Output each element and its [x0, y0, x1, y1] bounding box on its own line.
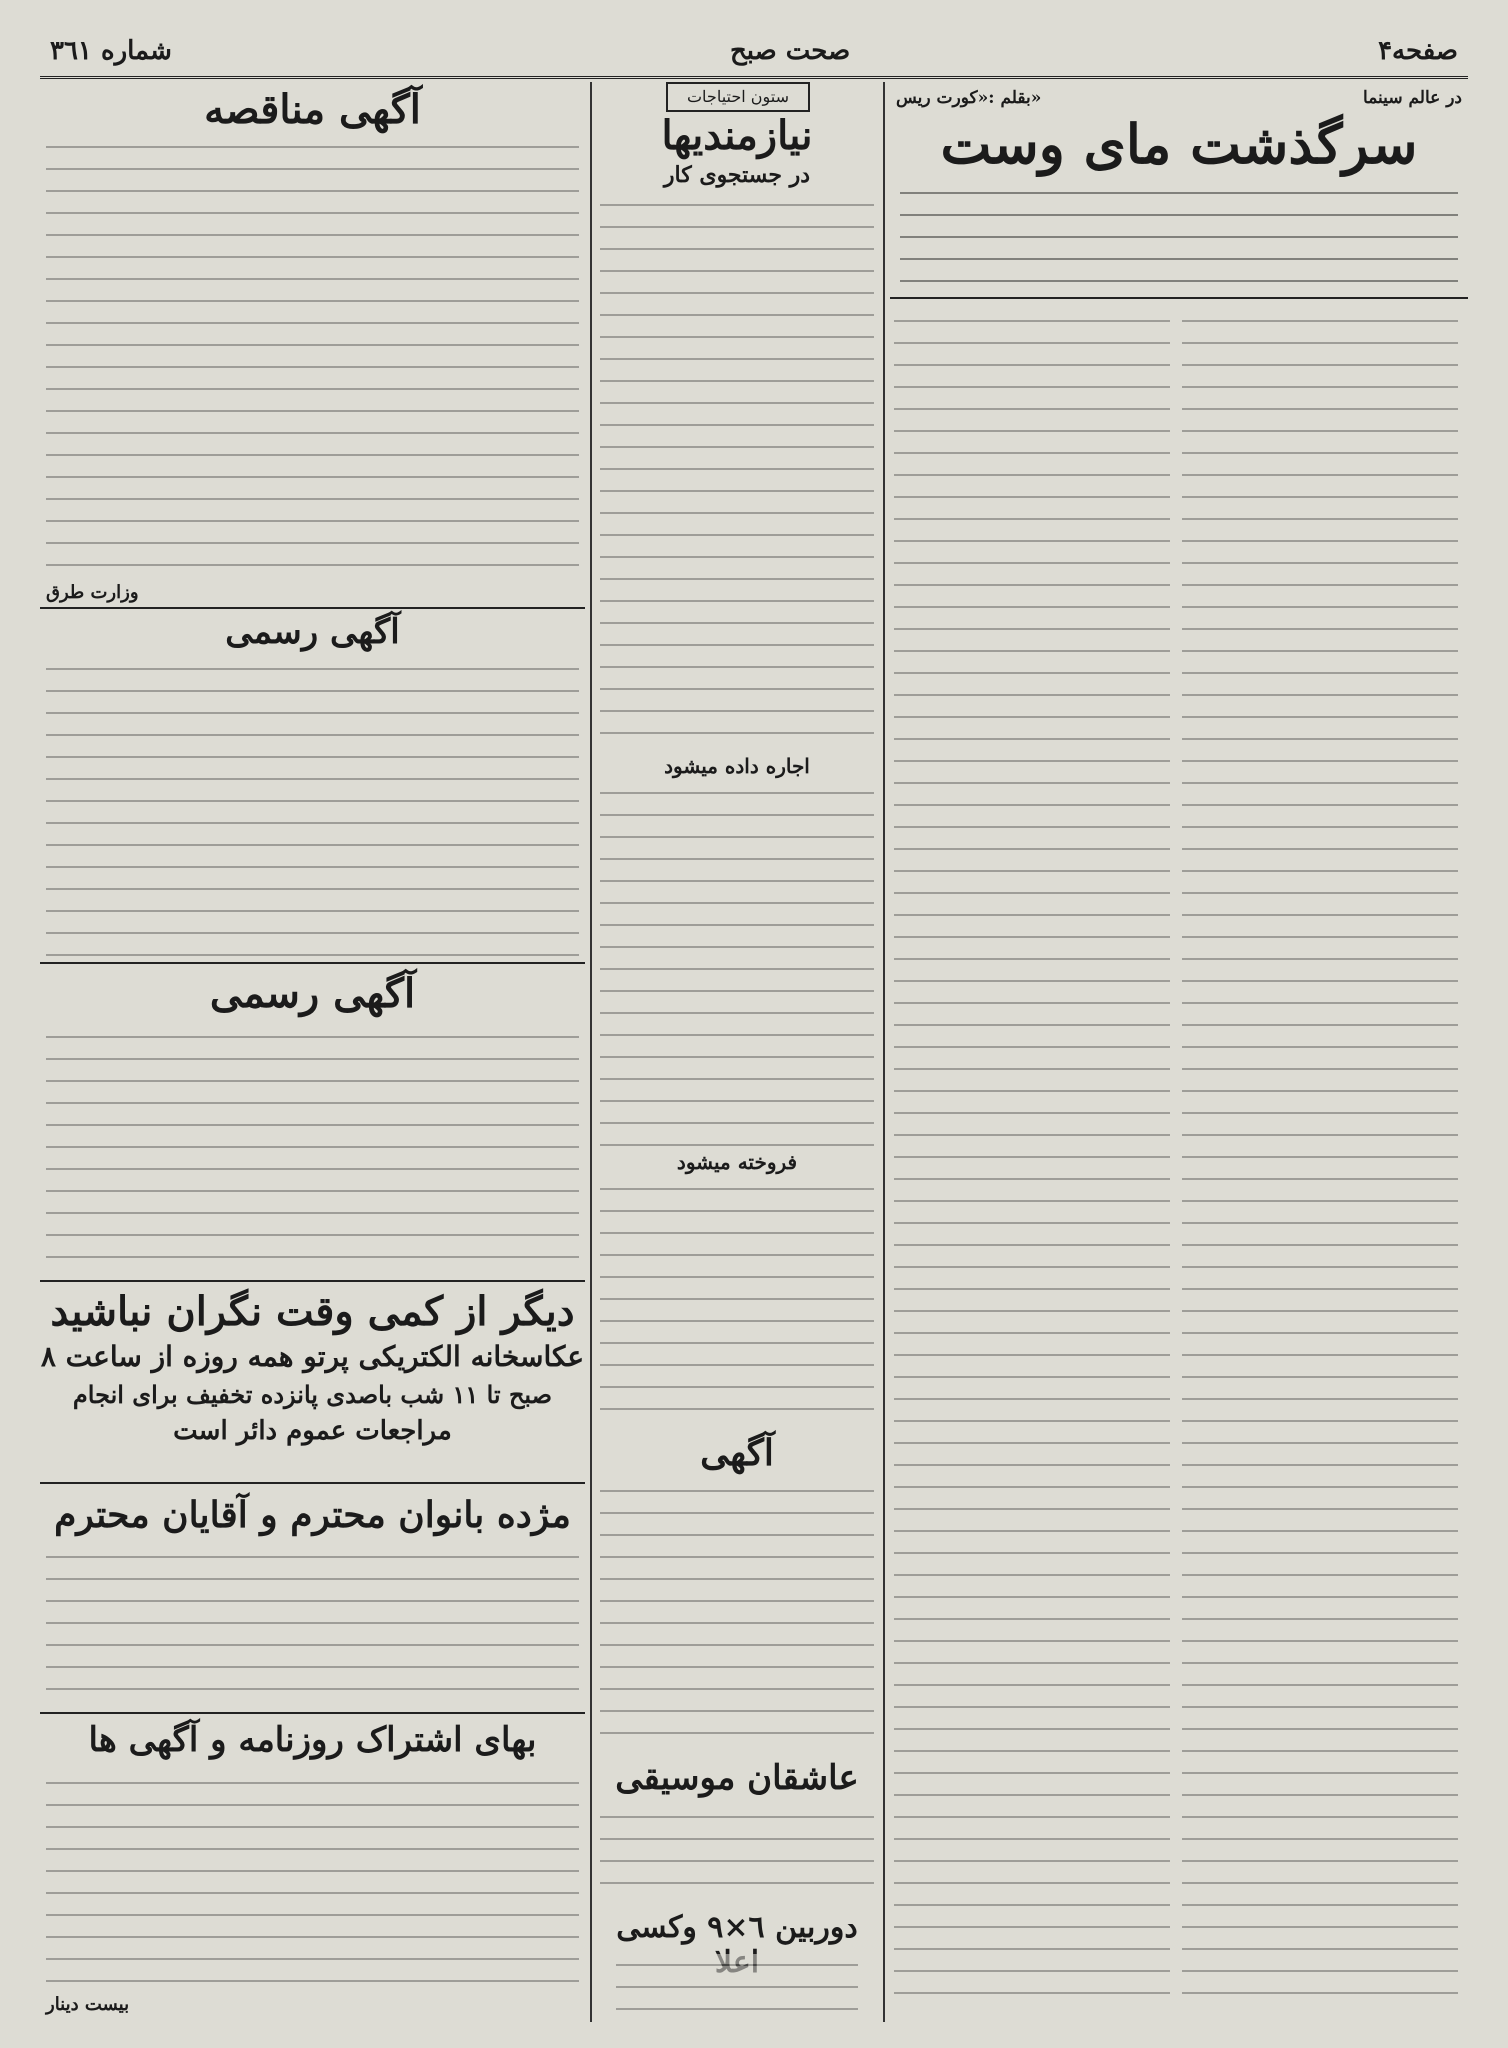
music-heading: عاشقان موسیقی: [615, 1758, 859, 1798]
divider-5: [40, 1712, 585, 1714]
author-byline: بقلم :«کورت ریس»: [896, 88, 1042, 108]
camera-ad-body: [616, 1954, 858, 2014]
divider-1: [40, 607, 585, 609]
article-title: سرگذشت مای وست: [940, 112, 1418, 176]
sale-listings: [600, 1178, 874, 1428]
classifieds-subtitle: در جستجوی کار: [663, 162, 811, 188]
column-divider-left: [590, 82, 592, 2022]
page-number: صفحه۴: [1378, 36, 1458, 66]
official-notice-1-heading: آگهی رسمی: [225, 612, 400, 652]
studio-ad-headline: دیگر از کمی وقت نگران نباشید: [50, 1288, 575, 1335]
column-divider-right: [883, 82, 885, 2022]
tender-body: [46, 136, 579, 586]
lead-divider: [890, 297, 1468, 299]
rent-listings: [600, 782, 874, 1152]
official-notice-1-body: [46, 658, 579, 958]
studio-ad-line-2: عکاسخانه الکتریکی پرتو همه روزه از ساعت ۸: [40, 1340, 585, 1373]
subscription-rates: [46, 1772, 579, 1992]
issue-number: شماره ۳٦١: [50, 36, 172, 66]
article-body-left: [894, 310, 1170, 2010]
divider-4: [40, 1482, 585, 1484]
ladies-ad-body: [46, 1546, 579, 1706]
article-body-right: [1182, 310, 1458, 2010]
studio-ad-line-3: صبح تا ۱۱ شب باصدی پانزده تخفیف برای انجام: [72, 1380, 553, 1409]
official-notice-2-body: [46, 1026, 579, 1276]
official-notice-2-heading: آگهی رسمی: [209, 970, 416, 1017]
middle-column: [596, 82, 878, 2022]
sale-heading: فروخته میشود: [676, 1150, 798, 1174]
left-column: [40, 82, 585, 2022]
divider-3: [40, 1280, 585, 1282]
tender-signature: وزارت طرق: [46, 582, 139, 603]
article-lead: [900, 182, 1458, 292]
price-footer: بیست دینار: [46, 1994, 130, 2015]
paper-name: صحت صبح: [730, 36, 851, 66]
divider-2: [40, 962, 585, 964]
section-label: ستون احتیاجات: [666, 82, 810, 112]
tender-heading: آگهی مناقصه: [204, 86, 421, 133]
right-column: [890, 82, 1468, 2022]
camera-ad-heading: دوربین ٦×٩ وکسی: [616, 1910, 858, 1945]
music-body: [600, 1806, 874, 1886]
jobs-listings: [600, 194, 874, 754]
ladies-ad-headline: مژده بانوان محترم و آقایان محترم: [54, 1494, 571, 1536]
notice-body: [600, 1480, 874, 1750]
page-header: [40, 30, 1468, 79]
notice-heading: آگهی: [700, 1432, 774, 1474]
studio-ad-line-4: مراجعات عموم دائر است: [173, 1416, 452, 1446]
classifieds-title: نیازمندیها: [661, 112, 813, 159]
subscription-heading: بهای اشتراک روزنامه و آگهی ها: [88, 1720, 537, 1760]
column-label: در عالم سینما: [1363, 88, 1462, 108]
rent-heading: اجاره داده میشود: [664, 754, 810, 778]
